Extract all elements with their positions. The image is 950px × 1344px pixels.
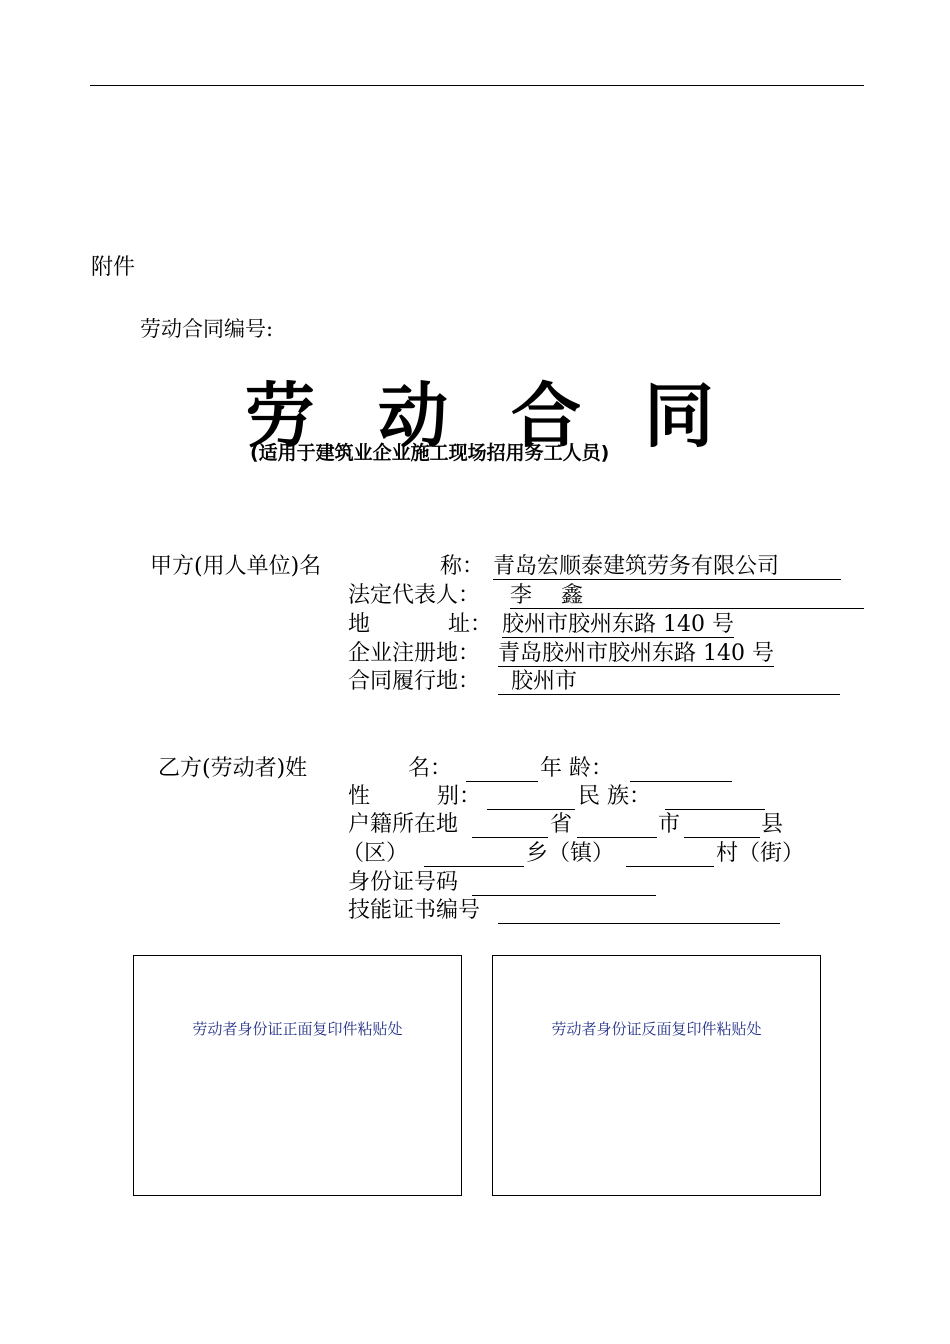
party-a-rep-value: 李 鑫 (510, 583, 583, 608)
party-a-addr-field (502, 611, 734, 639)
party-b-heading: 乙方(劳动者)姓 (158, 756, 308, 781)
party-b-id-blank[interactable] (472, 869, 656, 896)
party-a-name-label: 称： (440, 554, 485, 579)
title-char: 劳 (245, 375, 315, 457)
party-b-village-label: 村（街） (716, 841, 805, 866)
title-char: 动 (378, 375, 448, 457)
party-b-ethnic-blank[interactable] (665, 783, 765, 810)
id-back-label: 劳动者身份证反面复印件粘贴处 (551, 1020, 762, 1038)
id-front-label: 劳动者身份证正面复印件粘贴处 (192, 1020, 403, 1038)
party-a-addr-value: 胶州市胶州东路 140 号 (502, 612, 734, 637)
party-b-name-blank[interactable] (466, 755, 538, 782)
party-a-reg-value: 青岛胶州市胶州东路 140 号 (498, 641, 774, 666)
party-a-rep-label: 法定代表人： (348, 583, 481, 608)
party-a-reg-label: 企业注册地： (348, 641, 481, 666)
party-b-city-blank[interactable] (577, 811, 657, 838)
party-a-perf-label: 合同履行地： (348, 669, 481, 694)
party-b-gender-label-2: 别： (437, 784, 482, 809)
party-b-district-label: （区） (342, 841, 409, 866)
party-b-age-blank[interactable] (630, 755, 732, 782)
id-front-box[interactable] (133, 955, 462, 1196)
party-b-cert-label: 技能证书编号 (348, 898, 481, 923)
party-a-perf-value: 胶州市 (511, 669, 578, 694)
party-b-city-label: 市 (658, 812, 681, 837)
attachment-label: 附件 (91, 255, 136, 280)
party-a-name-value: 青岛宏顺泰建筑劳务有限公司 (493, 554, 780, 579)
party-a-heading: 甲方(用人单位)名 (150, 554, 322, 579)
header-rule (90, 85, 864, 86)
party-b-ethnic-label: 民 族： (578, 784, 651, 809)
party-a-perf-field (498, 668, 840, 696)
party-b-id-label: 身份证号码 (348, 870, 459, 895)
party-b-gender-blank[interactable] (487, 783, 575, 810)
party-a-addr-label-2: 址： (448, 612, 493, 637)
party-b-township-label: 乡（镇） (526, 841, 615, 866)
party-b-district-blank[interactable] (424, 840, 524, 867)
party-b-name-label: 名： (408, 756, 453, 781)
party-a-reg-field (498, 640, 774, 668)
party-b-township-blank[interactable] (626, 840, 714, 867)
title-char: 同 (644, 375, 714, 457)
party-b-province-label: 省 (550, 812, 573, 837)
party-b-age-label: 年 龄： (540, 756, 613, 781)
party-a-rep-field (510, 582, 864, 610)
party-b-county-label: 县 (761, 812, 784, 837)
party-a-name-field (493, 553, 841, 581)
party-b-household-label: 户籍所在地 (348, 812, 459, 837)
party-a-addr-label-1: 地 (348, 612, 371, 637)
document-subtitle: (适用于建筑业企业施工现场招用务工人员) (250, 442, 610, 464)
party-b-county-blank[interactable] (684, 811, 760, 838)
party-b-gender-label-1: 性 (348, 784, 371, 809)
title-char: 合 (511, 375, 581, 457)
party-b-province-blank[interactable] (472, 811, 548, 838)
contract-number-label: 劳动合同编号: (140, 317, 274, 341)
id-back-box[interactable] (492, 955, 821, 1196)
party-b-cert-blank[interactable] (498, 897, 780, 924)
